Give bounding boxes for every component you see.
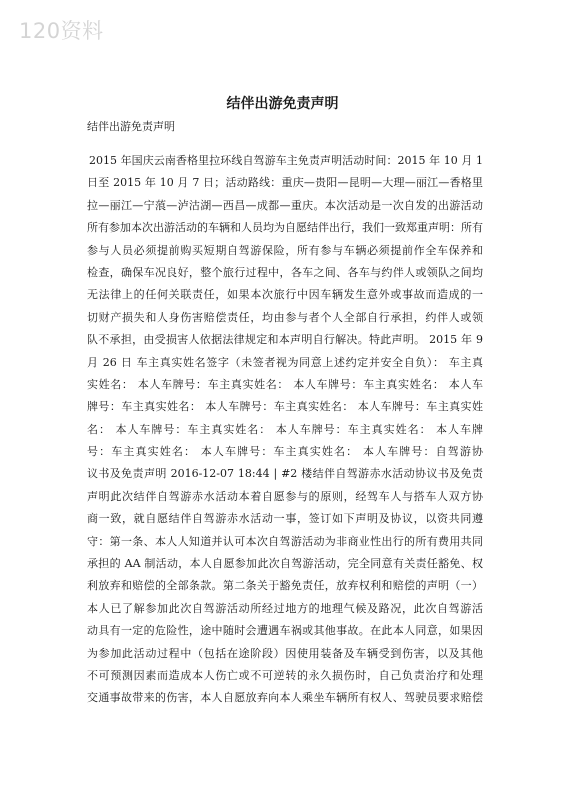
body-line: 不可预测因素而造成本人伤亡或不可逆转的永久损伤时，自己负责治疗和处理 <box>87 668 483 682</box>
body-line: 队不承担，由受损害人依据法律规定和本声明自行解决。特此声明。 2015 年 9 <box>87 333 483 347</box>
page-title: 结伴出游免责声明 <box>226 96 339 112</box>
body-line: 日至 2015 年 10 月 7 日；活动路线：重庆—贵阳—昆明—大理—丽江—香格里 <box>87 176 483 190</box>
body-line: 名： 本人车牌号：车主真实姓名： 本人车牌号：车主真实姓名： 本人车牌 <box>87 422 483 436</box>
document-body <box>87 150 483 710</box>
body-line: 号：车主真实姓名： 本人车牌号：车主真实姓名： 本人车牌号：自驾游协 <box>87 445 483 459</box>
body-line: 为参加此活动过程中（包括在途阶段）因使用装备及车辆受到伤害，以及其他 <box>87 646 483 660</box>
body-line: 实姓名： 本人车牌号：车主真实姓名： 本人车牌号：车主真实姓名： 本人车 <box>87 377 483 391</box>
body-line: 守：第一条、本人人知道并认可本次自驾游活动为非商业性出行的所有费用共同 <box>87 534 483 548</box>
body-line: 检查，确保车况良好，整个旅行过程中，各车之间、各车与约伴人或领队之间均 <box>87 265 483 279</box>
body-line: 切财产损失和人身伤害赔偿责任，均由参与者个人全部自行承担，约伴人或领 <box>87 310 483 324</box>
body-line: 参与人员必须提前购买短期自驾游保险，所有参与车辆必须提前作全车保养和 <box>87 243 483 257</box>
body-line: 所有参加本次出游活动的车辆和人员均为自愿结伴出行，我们一致郑重声明：所有 <box>87 221 483 235</box>
body-line: 交通事故带来的伤害，本人自愿放弃向本人乘坐车辆所有权人、驾驶员要求赔偿 <box>87 691 483 705</box>
body-line: 承担的 AA 制活动，本人自愿参加此次自驾游活动，完全同意有关责任豁免、权 <box>87 557 483 571</box>
body-line: 动具有一定的危险性，途中随时会遭遇车祸或其他事故。在此本人同意，如果因 <box>87 624 483 638</box>
body-line: 无法律上的任何关联责任，如果本次旅行中因车辆发生意外或事故而造成的一 <box>87 288 483 302</box>
body-line: 本人已了解参加此次自驾游活动所经过地方的地理气候及路况，此次自驾游活 <box>87 601 483 615</box>
body-line: 商一致，就自愿结伴自驾游赤水活动一事，签订如下声明及协议，以资共同遵 <box>87 512 483 526</box>
document-subtitle: 结伴出游免责声明 <box>87 120 175 133</box>
body-line: 月 26 日 车主真实姓名签字（未签者视为同意上述约定并安全自负）： 车主真 <box>87 355 483 369</box>
body-line: 议书及免责声明 2016-12-07 18:44 | #2 楼结伴自驾游赤水活动协议书及免责 <box>87 467 483 481</box>
body-line: 牌号：车主真实姓名： 本人车牌号：车主真实姓名： 本人车牌号：车主真实姓 <box>87 400 483 414</box>
body-line: 2015 年国庆云南香格里拉环线自驾游车主免责声明活动时间：2015 年 10 月 1 <box>89 154 483 167</box>
body-line: 声明此次结伴自驾游赤水活动本着自愿参与的原则，经驾车人与搭车人双方协 <box>87 489 483 503</box>
body-line: 拉—丽江—宁蒗—泸沽湖—西昌—成都—重庆。本次活动是一次自发的出游活动 <box>87 198 483 212</box>
body-line: 利放弃和赔偿的全部条款。第二条关于豁免责任，放弃权利和赔偿的声明（一） <box>87 579 483 593</box>
watermark: 120资料 <box>19 19 104 43</box>
